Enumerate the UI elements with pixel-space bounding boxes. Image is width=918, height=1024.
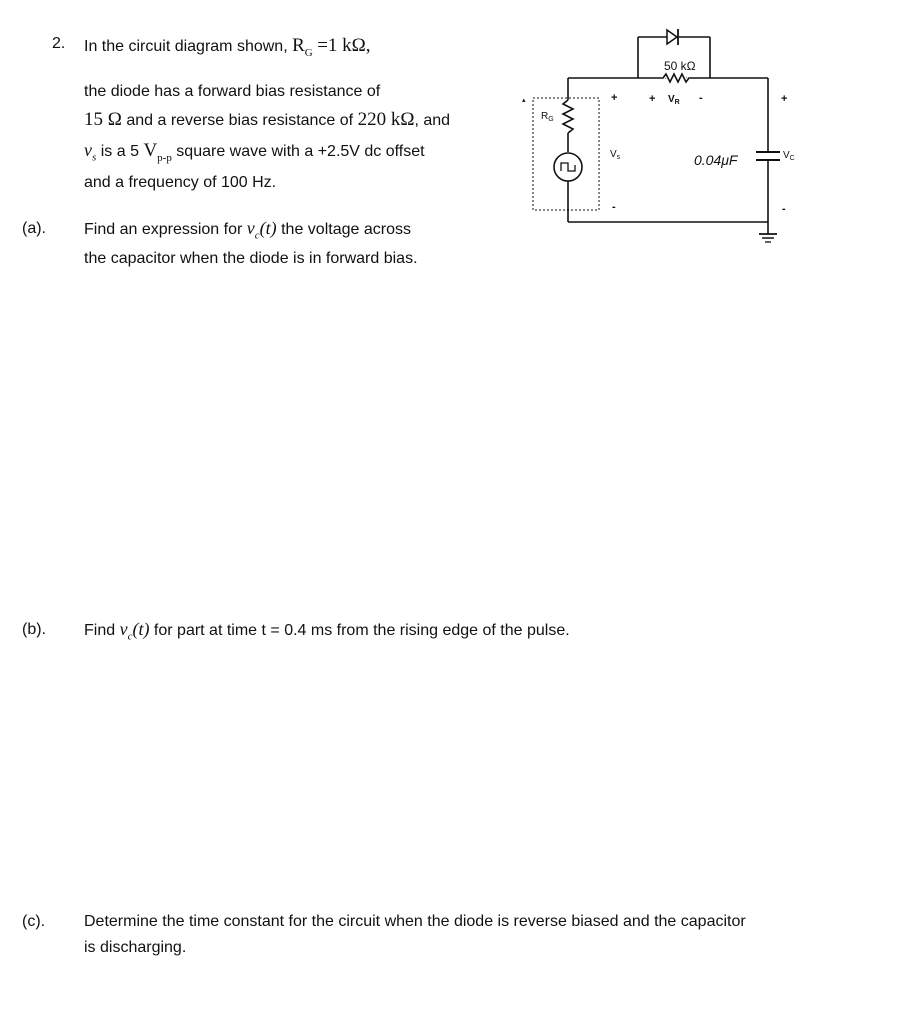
vs-symbol: $v_s$ <box>84 140 97 164</box>
vr-label: $V_R$ <box>668 94 680 106</box>
r-top-label: 50 kΩ <box>664 59 696 73</box>
rg-value: =1 kΩ, <box>317 35 371 56</box>
vs-label: $V_s$ <box>610 149 621 161</box>
vs-minus: - <box>612 201 616 213</box>
part-a-line-1: Find an expression for $v_c(t)$ the voltage across <box>84 218 411 242</box>
rg-label: $R_G$ <box>541 111 554 123</box>
vr-plus: + <box>649 93 656 105</box>
question-line-4: $v_s$ is a 5 $V_{p-p}$ square wave with a +2.5V dc offset <box>84 140 425 164</box>
circuit-diagram <box>515 20 815 250</box>
part-b-text: Find $v_c(t)$ for part at time t = 0.4 ms from the rising edge of the pulse. <box>84 619 570 643</box>
diode-icon <box>667 29 678 45</box>
vr-minus: - <box>699 92 703 104</box>
vc-minus: - <box>782 203 786 215</box>
part-c-label: (c). <box>22 913 46 930</box>
question-line-2: the diode has a forward bias resistance of <box>84 83 381 100</box>
part-a-line-2: the capacitor when the diode is in forward bias. <box>84 250 418 267</box>
question-line-3: 15 Ω and a reverse bias resistance of 220 kΩ, and <box>84 109 451 130</box>
part-b-label: (b). <box>22 621 46 638</box>
part-c-line-2: is discharging. <box>84 939 187 956</box>
vc-label: $V_C$ <box>783 150 795 162</box>
svg-text:▴: ▴ <box>522 97 526 104</box>
question-intro <box>84 35 371 59</box>
capacitor-value: 0.04μF <box>694 152 738 168</box>
vs-plus: + <box>611 92 618 104</box>
question-number: 2. <box>52 35 66 52</box>
part-a-label: (a). <box>22 220 46 237</box>
part-c-line-1: Determine the time constant for the circuit when the diode is reverse biased and the capacitor <box>84 913 746 930</box>
rg-resistor <box>563 100 573 133</box>
rg-symbol: $R_G$ <box>292 35 313 59</box>
reverse-resistance: 220 kΩ <box>357 109 415 130</box>
vc-plus: + <box>781 93 788 105</box>
forward-resistance: 15 Ω <box>84 109 122 130</box>
vpp-symbol: $V_{p-p}$ <box>143 140 172 164</box>
intro-text: In the circuit diagram shown, <box>84 38 288 55</box>
question-line-5: and a frequency of 100 Hz. <box>84 174 277 191</box>
